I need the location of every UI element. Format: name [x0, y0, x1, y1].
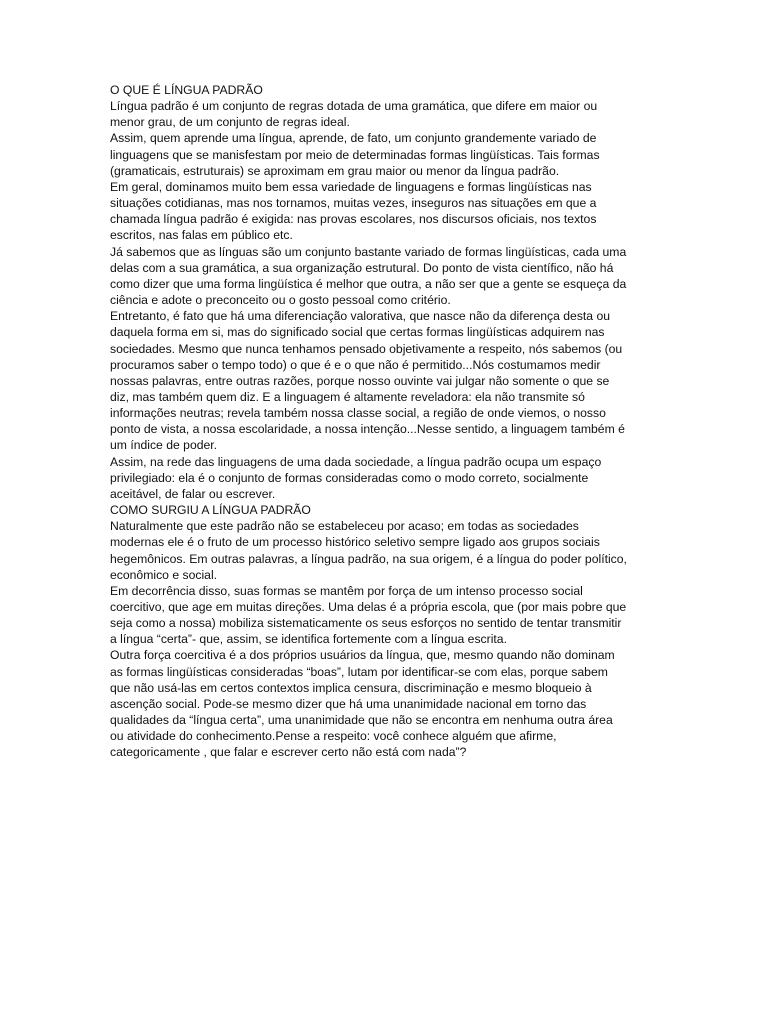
text-line: situações cotidianas, mas nos tornamos, muitas vezes, inseguros nas situações em que a	[110, 196, 597, 211]
text-line: linguagens que se manisfestam por meio de determinadas formas lingüísticas. Tais formas	[110, 147, 600, 162]
text-line: Em geral, dominamos muito bem essa variedade de linguagens e formas lingüísticas nas	[110, 179, 592, 194]
text-line: hegemônicos. Em outras palavras, a língua padrão, na sua origem, é a língua do poder político,	[110, 551, 627, 566]
text-line: econômico e social.	[110, 567, 218, 582]
text-line: procuramos saber o tempo todo) o que é e o que não é permitido...Nós costumamos medir	[110, 357, 601, 372]
text-line: modernas ele é o fruto de um processo histórico seletivo sempre ligado aos grupos sociais	[110, 535, 600, 550]
text-line: ponto de vista, a nossa escolaridade, a nossa intenção...Nesse sentido, a linguagem também é	[110, 422, 625, 437]
text-line: Já sabemos que as línguas são um conjunto bastante variado de formas lingüísticas, cada uma	[110, 244, 627, 259]
text-line: Entretanto, é fato que há uma diferenciação valorativa, que nasce não da diferença desta ou	[110, 309, 611, 324]
text-line: (gramaticais, estruturais) se aproximam em grau maior ou menor da língua padrão.	[110, 163, 560, 178]
text-line: Outra força coercitiva é a dos próprios usuários da língua, que, mesmo quando não dominam	[110, 648, 615, 663]
text-line: ciência e adote o preconceito ou o gosto pessoal como critério.	[110, 293, 451, 308]
text-line: a língua “certa”- que, assim, se identifica fortemente com a língua escrita.	[110, 632, 507, 647]
text-line: ou atividade do conhecimento.Pense a respeito: você conhece alguém que afirme,	[110, 729, 557, 744]
text-line: privilegiado: ela é o conjunto de formas consideradas como o modo correto, socialmente	[110, 470, 589, 485]
text-line: daquela forma em si, mas do significado social que certas formas lingüísticas adquirem nas	[110, 325, 605, 340]
document-page	[110, 82, 658, 761]
text-line: Naturalmente que este padrão não se estabeleceu por acaso; em todas as sociedades	[110, 519, 579, 534]
text-line: escritos, nas falas em público etc.	[110, 228, 293, 243]
text-line: como dizer que uma forma lingüística é melhor que outra, a não ser que a gente se esqueça da	[110, 276, 627, 291]
text-line: chamada língua padrão é exigida: nas provas escolares, nos discursos oficiais, nos textos	[110, 212, 597, 227]
text-line: delas com a sua gramática, a sua organização estrutural. Do ponto de vista científico, não há	[110, 260, 614, 275]
text-line: Língua padrão é um conjunto de regras dotada de uma gramática, que difere em maior ou	[110, 99, 598, 114]
text-line: ascenção social. Pode-se mesmo dizer que há uma unanimidade nacional em torno das	[110, 696, 587, 711]
text-line: coercitivo, que age em muitas direções. Uma delas é a própria escola, que (por mais pobre que	[110, 600, 627, 614]
text-line: seja como a nossa) mobiliza sistematicamente os seus esforços no sentido de tentar transmitir	[110, 616, 622, 631]
heading-como-surgiu-a-lingua-padrao: COMO SURGIU A LÍNGUA PADRÃO	[110, 503, 311, 518]
text-line: aceitável, de falar ou escrever.	[110, 486, 276, 501]
heading-o-que-e-lingua-padrao: O QUE É LÍNGUA PADRÃO	[110, 83, 263, 97]
text-line: Assim, na rede das linguagens de uma dada sociedade, a língua padrão ocupa um espaço	[110, 454, 602, 469]
text-line: sociedades. Mesmo que nunca tenhamos pensado objetivamente a respeito, nós sabemos (ou	[110, 341, 623, 356]
text-line: nossas palavras, entre outras razões, porque nosso ouvinte vai julgar não somente o que se	[110, 373, 610, 388]
text-line: menor grau, de um conjunto de regras ideal.	[110, 115, 350, 130]
text-line: Em decorrência disso, suas formas se mantêm por força de um intenso processo social	[110, 583, 583, 598]
text-line: categoricamente , que falar e escrever certo não está com nada”?	[110, 745, 467, 760]
text-line: Assim, quem aprende uma língua, aprende, de fato, um conjunto grandemente variado de	[110, 131, 597, 146]
text-line: que não usá-las em certos contextos implica censura, discriminação e mesmo bloqueio à	[110, 680, 592, 695]
text-line: informações neutras; revela também nossa classe social, a região de onde viemos, o nosso	[110, 406, 606, 421]
text-line: qualidades da “língua certa”, uma unanimidade que não se encontra em nenhuma outra área	[110, 713, 613, 728]
text-line: diz, mas também quem diz. E a linguagem é altamente reveladora: ela não transmite só	[110, 389, 585, 404]
text-line: as formas lingüísticas consideradas “boas”, lutam por identificar-se com elas, porque sabem	[110, 664, 608, 679]
text-line: um índice de poder.	[110, 438, 218, 453]
